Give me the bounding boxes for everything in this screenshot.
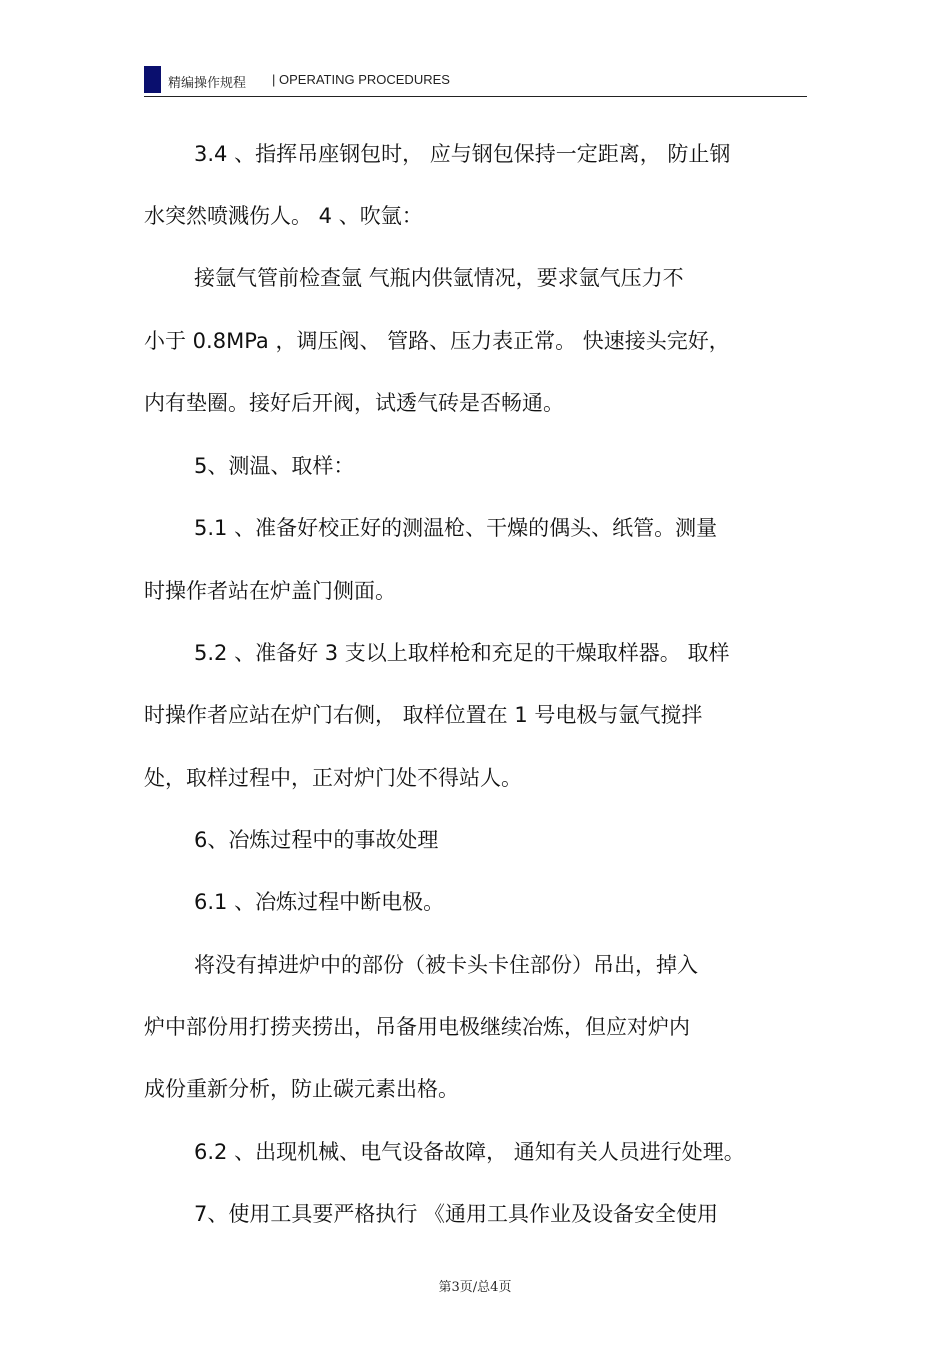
section-heading: 5、测温、取样： xyxy=(194,454,355,478)
text-line: 时操作者站在炉盖门侧面。 xyxy=(144,579,396,603)
text-line: 内有垫圈。接好后开阀，试透气砖是否畅通。 xyxy=(144,391,564,415)
text-line: 处，取样过程中，正对炉门处不得站人。 xyxy=(144,766,522,790)
text-line: 3.4 、指挥吊座钢包时， 应与钢包保持一定距离， 防止钢 xyxy=(194,142,731,166)
logo-icon xyxy=(144,66,161,93)
text-line: 6.2 、出现机械、电气设备故障， 通知有关人员进行处理。 xyxy=(194,1140,745,1164)
text-line: 将没有掉进炉中的部份（被卡头卡住部份）吊出，掉入 xyxy=(194,953,698,977)
text-line: 时操作者应站在炉门右侧， 取样位置在 1 号电极与氩气搅拌 xyxy=(144,703,703,727)
text-line: 5.2 、准备好 3 支以上取样枪和充足的干燥取样器。 取样 xyxy=(194,641,730,665)
page-number: 第3页/总4页 xyxy=(438,1280,512,1295)
text-line: 接氩气管前检查氩 气瓶内供氩情况，要求氩气压力不 xyxy=(194,266,684,290)
text-line: 水突然喷溅伤人。 4 、吹氩： xyxy=(144,204,423,228)
page-header xyxy=(144,66,807,97)
header-title-cn: 精编操作规程 xyxy=(168,76,247,91)
text-line: 小于 0.8MPa ，调压阀、 管路、压力表正常。 快速接头完好， xyxy=(144,329,730,353)
header-title-en: | OPERATING PROCEDURES xyxy=(272,72,450,87)
text-line: 炉中部份用打捞夹捞出，吊备用电极继续冶炼，但应对炉内 xyxy=(144,1015,690,1039)
section-heading: 6、冶炼过程中的事故处理 xyxy=(194,828,439,852)
text-line: 6.1 、冶炼过程中断电极。 xyxy=(194,890,445,914)
text-line: 成份重新分析，防止碳元素出格。 xyxy=(144,1077,459,1101)
text-line: 5.1 、准备好校正好的测温枪、干燥的偶头、纸管。测量 xyxy=(194,516,718,540)
text-line: 7、使用工具要严格执行 《通用工具作业及设备安全使用 xyxy=(194,1202,719,1226)
